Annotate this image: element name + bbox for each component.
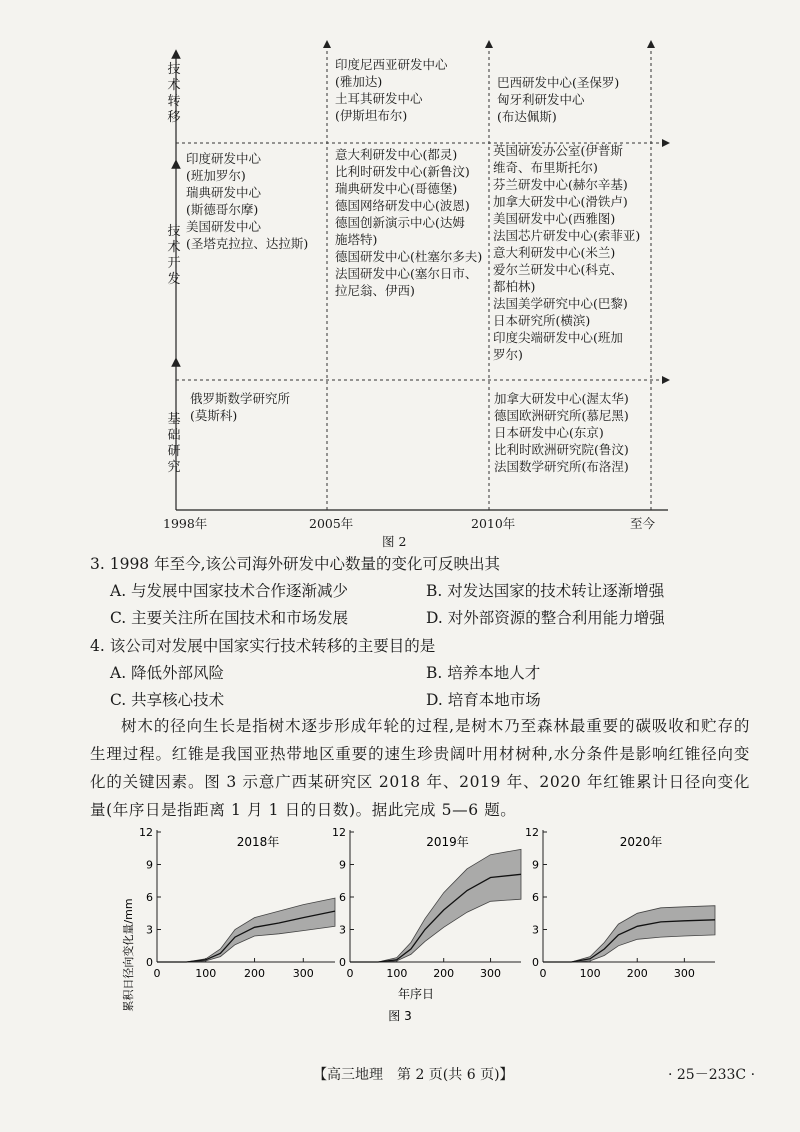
cell-line: 瑞典研发中心 xyxy=(186,185,262,200)
cell-line: 维奇、布里斯托尔) xyxy=(493,160,598,175)
y-label-development: 技术开发 xyxy=(167,224,181,287)
cell-transfer-2010 xyxy=(497,74,619,125)
question-4-option-d: D. 培育本地市场 xyxy=(426,691,541,709)
cell-development-1998 xyxy=(186,150,308,252)
figure-3-y-axis-label: 累积日径向变化量/mm xyxy=(122,898,135,1012)
cell-line: (班加罗尔) xyxy=(186,168,246,183)
cell-line: 加拿大研发中心(滑铁卢) xyxy=(493,194,628,209)
cell-line: (伊斯坦布尔) xyxy=(335,108,408,123)
cell-line: (圣塔克拉拉、达拉斯) xyxy=(186,236,309,251)
y-tick-label: 6 xyxy=(339,891,346,904)
y-tick-label: 6 xyxy=(532,891,539,904)
chart-title-2019年: 2019年 xyxy=(426,835,469,849)
cell-research-1998 xyxy=(190,390,290,424)
footer-exam-code: · 25－233C · xyxy=(668,1067,756,1083)
cell-line: 比利时欧洲研究院(鲁汶) xyxy=(494,442,629,457)
y-label-transfer: 技术转移 xyxy=(167,62,181,125)
figure-3-caption: 图 3 xyxy=(388,1009,412,1023)
cell-line: (布达佩斯) xyxy=(497,109,557,124)
cell-line: 都柏林) xyxy=(493,279,536,294)
chart-title-2020年: 2020年 xyxy=(619,835,663,849)
question-3-option-c: C. 主要关注所在国技术和市场发展 xyxy=(110,609,349,627)
x-tick-label: 100 xyxy=(386,967,408,980)
question-4-stem: 4. 该公司对发展中国家实行技术转移的主要目的是 xyxy=(90,637,436,655)
cell-line: 俄罗斯数学研究所 xyxy=(190,391,291,406)
x-tick-label: 300 xyxy=(673,967,695,980)
cell-line: 德国创新演示中心(达姆 xyxy=(335,215,465,230)
question-3-option-b: B. 对发达国家的技术转让逐渐增强 xyxy=(426,582,665,600)
question-4-option-a: A. 降低外部风险 xyxy=(110,664,225,682)
y-tick-label: 9 xyxy=(339,858,346,872)
x-tick-2010: 2010年 xyxy=(471,516,516,531)
cell-line: 德国网络研发中心(波恩) xyxy=(335,198,470,213)
uncertainty-band-2019年 xyxy=(350,849,521,962)
x-tick-label: 0 xyxy=(539,967,547,980)
cell-line: 巴西研发中心(圣保罗) xyxy=(497,75,620,90)
cell-line: 匈牙利研发中心 xyxy=(497,92,585,107)
question-4-option-c: C. 共享核心技术 xyxy=(110,691,225,709)
y-tick-label: 9 xyxy=(146,858,153,872)
cell-line: (莫斯科) xyxy=(190,408,238,423)
cell-line: 法国美学研究中心(巴黎) xyxy=(493,296,628,311)
y-label-research: 基础研究 xyxy=(167,412,181,475)
x-tick-label: 200 xyxy=(626,967,648,980)
figure-2-caption: 图 2 xyxy=(382,534,407,549)
y-tick-label: 12 xyxy=(139,826,153,839)
question-3-option-a: A. 与发展中国家技术合作逐渐减少 xyxy=(110,582,349,600)
cell-line: 法国研发中心(塞尔日市、 xyxy=(335,266,478,281)
x-tick-label: 200 xyxy=(433,967,455,980)
y-tick-label: 3 xyxy=(146,923,153,937)
y-tick-label: 12 xyxy=(332,826,346,839)
y-tick-label: 3 xyxy=(339,923,346,937)
cell-line: (雅加达) xyxy=(335,74,383,89)
x-tick-2005: 2005年 xyxy=(309,516,354,531)
cell-line: 英国研发办公室(伊普斯 xyxy=(493,143,623,158)
cell-line: 美国研发中心(西雅图) xyxy=(493,211,616,226)
cell-line: (斯德哥尔摩) xyxy=(186,202,259,217)
cell-line: 爱尔兰研发中心(科克、 xyxy=(493,262,623,277)
uncertainty-band-2020年 xyxy=(543,906,715,962)
cell-line: 拉尼翁、伊西) xyxy=(335,283,415,298)
cell-line: 瑞典研发中心(哥德堡) xyxy=(335,181,458,196)
y-tick-label: 0 xyxy=(532,956,539,969)
cell-line: 意大利研发中心(米兰) xyxy=(493,245,616,260)
cell-line: 印度尼西亚研发中心 xyxy=(335,57,448,72)
question-4-option-b: B. 培养本地人才 xyxy=(426,664,541,682)
cell-research-2010 xyxy=(494,390,629,475)
cell-line: 法国数学研究所(布洛涅) xyxy=(494,459,629,474)
y-tick-label: 9 xyxy=(532,858,539,872)
x-tick-1998: 1998年 xyxy=(163,516,208,531)
x-tick-label: 300 xyxy=(480,967,502,980)
chart-title-2018年: 2018年 xyxy=(236,835,280,849)
cell-line: 德国欧洲研究所(慕尼黑) xyxy=(494,408,629,423)
cell-line: 施塔特) xyxy=(335,232,378,247)
cell-line: 德国研发中心(杜塞尔多夫) xyxy=(335,249,483,264)
x-tick-label: 0 xyxy=(153,967,161,980)
y-tick-label: 12 xyxy=(525,826,539,839)
cell-transfer-2005 xyxy=(335,56,448,124)
cell-line: 日本研发中心(东京) xyxy=(494,425,604,440)
cell-development-2005 xyxy=(335,146,482,299)
cell-line: 印度尖端研发中心(班加 xyxy=(493,330,623,345)
footer-page-info: 【高三地理 第 2 页(共 6 页)】 xyxy=(313,1067,514,1083)
y-tick-label: 3 xyxy=(532,923,539,937)
x-tick-label: 300 xyxy=(292,967,314,980)
uncertainty-band-2018年 xyxy=(157,898,335,962)
figure-2 xyxy=(0,0,800,560)
x-tick-label: 100 xyxy=(579,967,601,980)
cell-line: 美国研发中心 xyxy=(186,219,262,234)
question-3-option-d: D. 对外部资源的整合利用能力增强 xyxy=(426,609,665,627)
cell-line: 比利时研发中心(新鲁汶) xyxy=(335,164,470,179)
cell-line: 法国芯片研发中心(索菲亚) xyxy=(493,228,641,243)
cell-line: 意大利研发中心(都灵) xyxy=(335,147,458,162)
cell-line: 印度研发中心 xyxy=(186,151,262,166)
figure-3-charts xyxy=(0,820,800,1050)
question-3-stem: 3. 1998 年至今,该公司海外研发中心数量的变化可反映出其 xyxy=(90,555,501,573)
cell-line: 日本研究所(横滨) xyxy=(493,313,591,328)
x-tick-label: 100 xyxy=(195,967,217,980)
y-tick-label: 6 xyxy=(146,891,153,904)
cell-line: 加拿大研发中心(渥太华) xyxy=(494,391,629,406)
figure-3-x-axis-label: 年序日 xyxy=(397,987,435,1001)
x-tick-present: 至今 xyxy=(630,516,656,531)
cell-development-2010 xyxy=(493,142,640,363)
x-tick-label: 200 xyxy=(244,967,266,980)
cell-line: 芬兰研发中心(赫尔辛基) xyxy=(493,177,628,192)
x-tick-label: 0 xyxy=(346,967,354,980)
y-tick-label: 0 xyxy=(146,956,153,969)
cell-line: 罗尔) xyxy=(493,347,523,362)
passage-5-6: 树木的径向生长是指树木逐步形成年轮的过程,是树木乃至森林最重要的碳吸收和贮存的生理过程。红锥是我国亚热带地区重要的速生珍贵阔叶用材树种,水分条件是影响红锥径向变化的关键因素。图 3 示意广西某研究区 2018 年、2019 年、2020 年红锥累计日径向变化量(年序日是指距离 1 月 1 日的日数)。据此完成 5—6 题。 xyxy=(90,717,750,819)
y-tick-label: 0 xyxy=(339,956,346,969)
cell-line: 土耳其研发中心 xyxy=(335,91,423,106)
